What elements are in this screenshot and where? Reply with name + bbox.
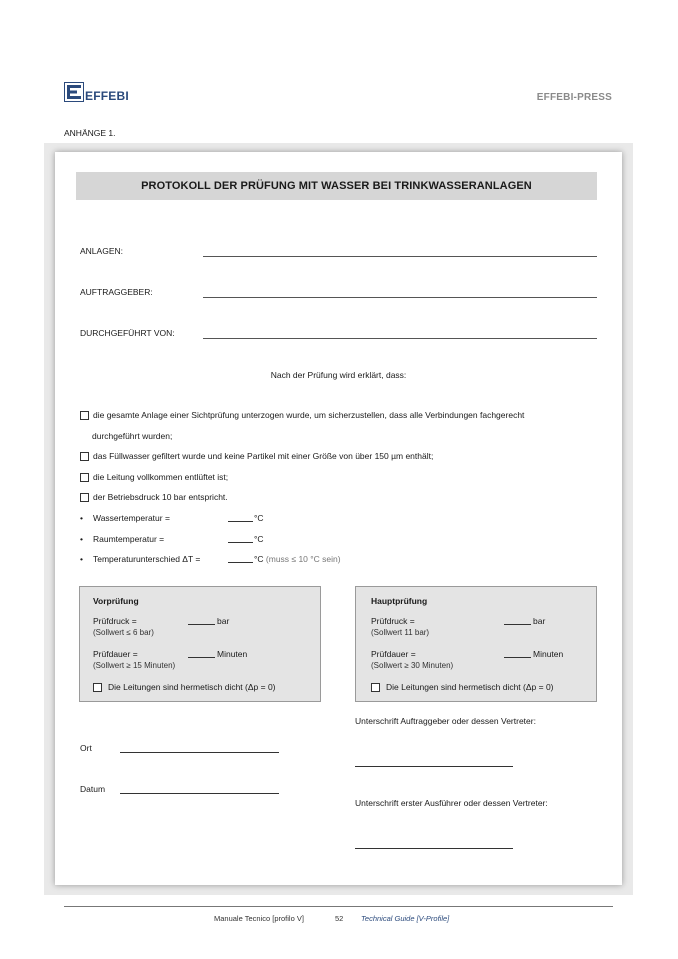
panel-vorpruefung xyxy=(79,586,321,702)
check-text-continued: durchgeführt wurden; xyxy=(92,431,173,441)
panel-hauptpruefung xyxy=(355,586,597,702)
check-text: Die Leitungen sind hermetisch dicht (Δp = 0) xyxy=(386,682,554,692)
field-input-line[interactable] xyxy=(203,297,597,298)
duration-target: (Sollwert ≥ 15 Minuten) xyxy=(93,661,176,670)
place-label: Ort xyxy=(80,743,92,753)
bullet-label: Wassertemperatur = xyxy=(93,513,170,523)
pressure-blank[interactable] xyxy=(188,624,215,625)
bullet-icon: • xyxy=(80,554,83,564)
duration-blank[interactable] xyxy=(504,657,531,658)
check-visual-inspection[interactable] xyxy=(80,410,524,420)
check-text: die Leitung vollkommen entlüftet ist; xyxy=(93,472,229,482)
footer-divider xyxy=(64,906,613,907)
checkbox[interactable] xyxy=(80,452,89,461)
signature-client-label: Unterschrift Auftraggeber oder dessen Vertreter: xyxy=(355,716,536,726)
bullet-icon: • xyxy=(80,534,83,544)
check-text: Die Leitungen sind hermetisch dicht (Δp = 0) xyxy=(108,682,276,692)
field-durchgefuehrt-von xyxy=(80,328,597,344)
check-text: der Betriebsdruck 10 bar entspricht. xyxy=(93,492,228,502)
panel-title: Hauptprüfung xyxy=(371,596,428,606)
bullet-temperature-difference xyxy=(80,554,480,566)
field-label: ANLAGEN: xyxy=(80,246,123,256)
duration-unit: Minuten xyxy=(217,649,248,659)
footer-guide-title: Technical Guide [V-Profile] xyxy=(361,914,450,923)
bullet-label: Temperaturunterschied ΔT = xyxy=(93,554,201,564)
checkbox[interactable] xyxy=(93,683,102,692)
annex-label: ANHÄNGE 1. xyxy=(64,128,116,138)
brand-label: EFFEBI-PRESS xyxy=(536,92,612,103)
panel-title: Vorprüfung xyxy=(93,596,139,606)
checkbox[interactable] xyxy=(371,683,380,692)
pressure-target: (Sollwert 11 bar) xyxy=(371,628,430,637)
pressure-unit: bar xyxy=(217,616,230,626)
bullet-label: Raumtemperatur = xyxy=(93,534,165,544)
checkbox[interactable] xyxy=(80,473,89,482)
bullet-room-temperature xyxy=(80,534,480,546)
date-line[interactable] xyxy=(120,793,279,794)
check-hermetic-vor[interactable] xyxy=(93,682,276,692)
check-hermetic-haupt[interactable] xyxy=(371,682,554,692)
unit-note: (muss ≤ 10 °C sein) xyxy=(265,554,341,564)
field-label: DURCHGEFÜHRT VON: xyxy=(80,328,175,338)
place-line[interactable] xyxy=(120,752,279,753)
check-text: das Füllwasser gefiltert wurde und keine Partikel mit einer Größe von über 150 µm enthält; xyxy=(93,451,434,461)
unit-label xyxy=(254,554,341,564)
check-filtered-water[interactable] xyxy=(80,451,433,461)
effebi-logo xyxy=(64,82,129,102)
pressure-label: Prüfdruck = xyxy=(371,616,415,626)
field-anlagen xyxy=(80,246,597,262)
logo-text: EFFEBI xyxy=(85,89,129,103)
pressure-unit: bar xyxy=(533,616,546,626)
page-number: 52 xyxy=(335,914,344,923)
unit-label: °C xyxy=(254,513,264,523)
protocol-form xyxy=(55,152,622,885)
unit-text: °C xyxy=(254,554,264,564)
footer-manual-title: Manuale Tecnico [profilo V] xyxy=(214,914,304,923)
check-vented[interactable] xyxy=(80,472,228,482)
duration-target: (Sollwert ≥ 30 Minuten) xyxy=(371,661,454,670)
signature-client-line[interactable] xyxy=(355,766,513,767)
value-blank[interactable] xyxy=(228,542,253,543)
field-auftraggeber xyxy=(80,287,597,303)
checkbox[interactable] xyxy=(80,493,89,502)
field-label: AUFTRAGGEBER: xyxy=(80,287,153,297)
value-blank[interactable] xyxy=(228,521,253,522)
signature-executor-label: Unterschrift erster Ausführer oder dessen Vertreter: xyxy=(355,798,548,808)
checkbox[interactable] xyxy=(80,411,89,420)
value-blank[interactable] xyxy=(228,562,253,563)
date-label: Datum xyxy=(80,784,106,794)
form-title: PROTOKOLL DER PRÜFUNG MIT WASSER BEI TRINKWASSERANLAGEN xyxy=(141,180,532,192)
unit-label: °C xyxy=(254,534,264,544)
field-input-line[interactable] xyxy=(203,338,597,339)
declaration-intro: Nach der Prüfung wird erklärt, dass: xyxy=(270,370,407,380)
pressure-label: Prüfdruck = xyxy=(93,616,137,626)
effebi-logo-icon xyxy=(64,82,84,102)
check-operating-pressure[interactable] xyxy=(80,492,228,502)
form-title-bar xyxy=(76,172,597,200)
bullet-water-temperature xyxy=(80,513,480,525)
bullet-icon: • xyxy=(80,513,83,523)
duration-blank[interactable] xyxy=(188,657,215,658)
check-text: die gesamte Anlage einer Sichtprüfung unterzogen wurde, um sicherzustellen, dass alle Verbindungen fachgerecht xyxy=(93,410,525,420)
duration-label: Prüfdauer = xyxy=(371,649,416,659)
field-input-line[interactable] xyxy=(203,256,597,257)
duration-unit: Minuten xyxy=(533,649,564,659)
duration-label: Prüfdauer = xyxy=(93,649,138,659)
pressure-target: (Sollwert ≤ 6 bar) xyxy=(93,628,154,637)
signature-executor-line[interactable] xyxy=(355,848,513,849)
pressure-blank[interactable] xyxy=(504,624,531,625)
